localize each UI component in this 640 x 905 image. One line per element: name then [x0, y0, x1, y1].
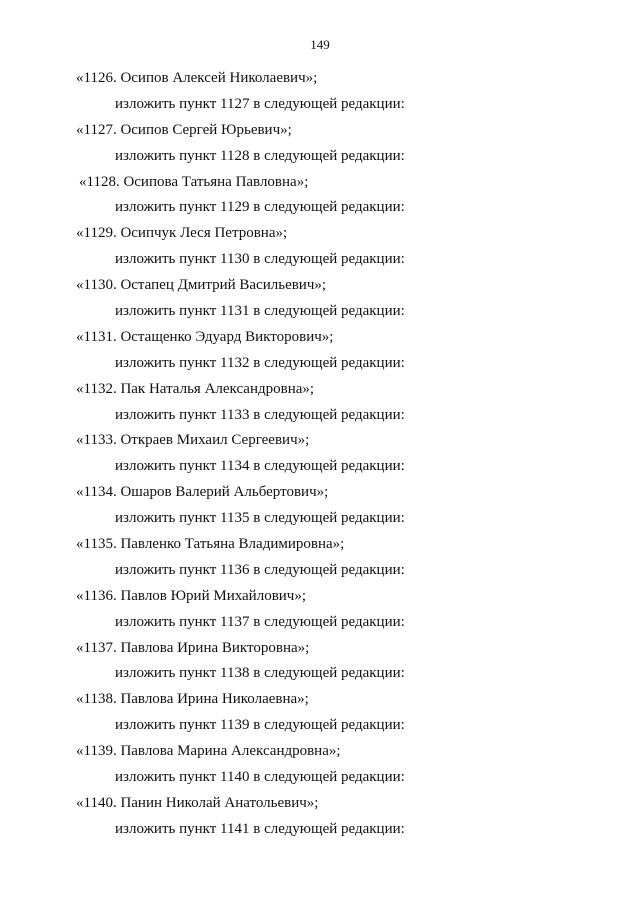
amendment-instruction: изложить пункт 1128 в следующей редакции:: [115, 147, 405, 164]
list-entry: «1140. Панин Николай Анатольевич»;: [76, 794, 319, 811]
amendment-instruction: изложить пункт 1135 в следующей редакции:: [115, 510, 405, 527]
amendment-instruction: изложить пункт 1129 в следующей редакции:: [115, 199, 405, 216]
amendment-instruction: изложить пункт 1127 в следующей редакции:: [115, 95, 405, 112]
list-entry: «1129. Осипчук Леся Петровна»;: [76, 225, 288, 242]
list-entry: «1138. Павлова Ирина Николаевна»;: [76, 691, 309, 708]
list-entry: «1139. Павлова Марина Александровна»;: [76, 743, 341, 760]
amendment-instruction: изложить пункт 1136 в следующей редакции:: [115, 561, 405, 578]
amendment-instruction: изложить пункт 1141 в следующей редакции:: [115, 820, 405, 837]
amendment-instruction: изложить пункт 1131 в следующей редакции:: [115, 303, 405, 320]
list-entry: «1128. Осипова Татьяна Павловна»;: [79, 173, 309, 190]
list-entry: «1132. Пак Наталья Александровна»;: [76, 380, 315, 397]
amendment-instruction: изложить пункт 1134 в следующей редакции:: [115, 458, 405, 475]
amendment-instruction: изложить пункт 1137 в следующей редакции:: [115, 613, 405, 630]
list-entry: «1136. Павлов Юрий Михайлович»;: [76, 587, 307, 604]
amendment-instruction: изложить пункт 1132 в следующей редакции:: [115, 354, 405, 371]
list-entry: «1130. Остапец Дмитрий Васильевич»;: [76, 277, 327, 294]
list-entry: «1133. Откраев Михаил Сергеевич»;: [76, 432, 310, 449]
amendment-instruction: изложить пункт 1130 в следующей редакции:: [115, 251, 405, 268]
amendment-instruction: изложить пункт 1138 в следующей редакции:: [115, 665, 405, 682]
document-body: [76, 66, 616, 843]
list-entry: «1127. Осипов Сергей Юрьевич»;: [76, 121, 292, 138]
list-entry: «1135. Павленко Татьяна Владимировна»;: [76, 536, 345, 553]
list-entry: «1131. Остащенко Эдуард Викторович»;: [76, 328, 334, 345]
amendment-instruction: изложить пункт 1139 в следующей редакции:: [115, 717, 405, 734]
amendment-instruction: изложить пункт 1133 в следующей редакции:: [115, 406, 405, 423]
list-entry: «1134. Ошаров Валерий Альбертович»;: [76, 484, 329, 501]
list-entry: «1137. Павлова Ирина Викторовна»;: [76, 639, 310, 656]
list-entry: «1126. Осипов Алексей Николаевич»;: [76, 70, 318, 86]
amendment-instruction: изложить пункт 1140 в следующей редакции:: [115, 769, 405, 786]
page-number: 149: [310, 37, 330, 52]
